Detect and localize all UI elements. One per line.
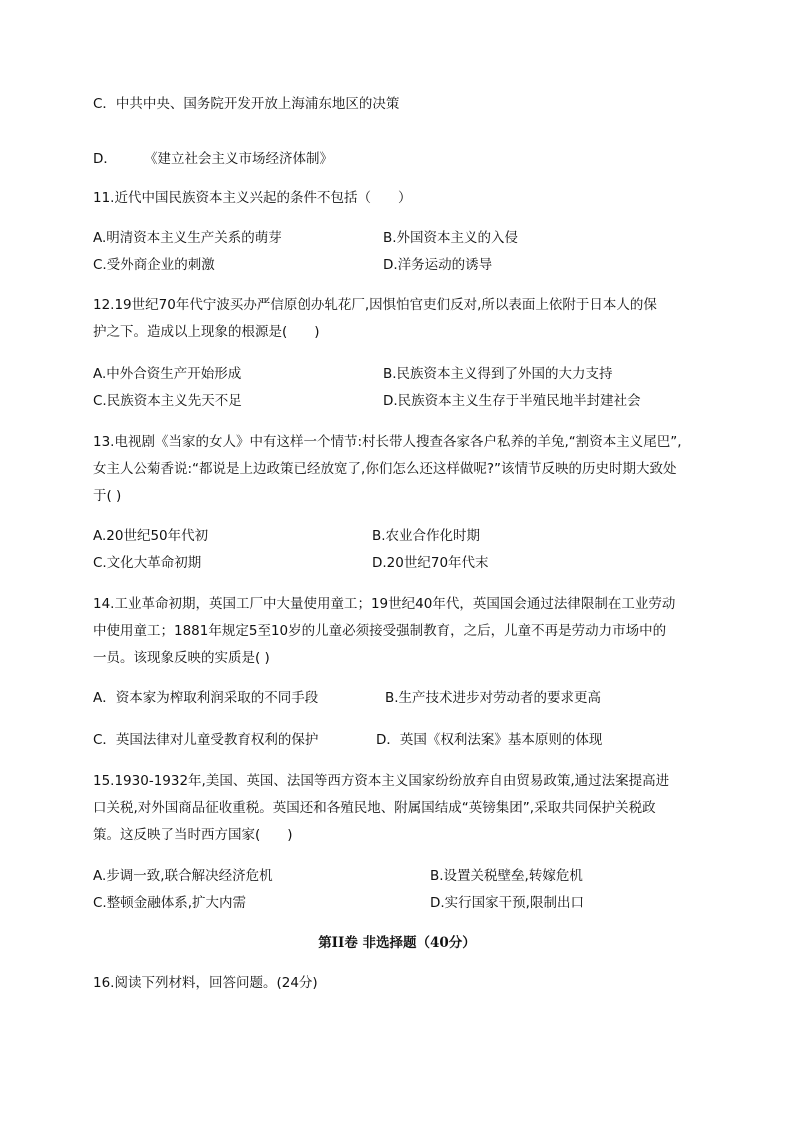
- q15-option-b: B.设置关税壁垒,转嫁危机: [430, 868, 583, 884]
- q13-stem-line1: 13.电视剧《当家的女人》中有这样一个情节:村长带人搜查各家各户私养的羊兔,“割资本主义尾巴”,: [93, 434, 682, 450]
- q15-option-c: C.整顿金融体系,扩大内需: [93, 895, 247, 911]
- q13-option-d: D.20世纪70年代末: [372, 555, 489, 571]
- q15-stem-line3: 策。这反映了当时西方国家( ): [93, 827, 293, 843]
- section-2-title: 第II卷 非选择题（40分）: [318, 935, 476, 951]
- q14-option-a: A．资本家为榨取利润采取的不同手段: [93, 690, 319, 706]
- q12-option-c: C.民族资本主义先天不足: [93, 393, 242, 409]
- q13-stem-line3: 于( ): [93, 488, 122, 504]
- q15-stem-line2: 口关税,对外国商品征收重税。英国还和各殖民地、附属国结成“英镑集团”,采取共同保护关税政: [93, 800, 656, 816]
- q15-option-a: A.步调一致,联合解决经济危机: [93, 868, 273, 884]
- q10-option-d-label: D．: [93, 151, 117, 167]
- q11-option-a: A.明清资本主义生产关系的萌芽: [93, 230, 282, 246]
- q14-stem-line3: 一员。该现象反映的实质是( ): [93, 650, 270, 666]
- q12-option-d: D.民族资本主义生存于半殖民地半封建社会: [383, 393, 641, 409]
- q13-stem-line2: 女主人公菊香说:“都说是上边政策已经放宽了,你们怎么还这样做呢?”该情节反映的历史时期大致处: [93, 461, 677, 477]
- q12-option-b: B.民族资本主义得到了外国的大力支持: [383, 366, 613, 382]
- q15-stem-line1: 15.1930-1932年,美国、英国、法国等西方资本主义国家纷纷放弃自由贸易政策,通过法案提高进: [93, 773, 670, 789]
- q14-stem-line1: 14.工业革命初期，英国工厂中大量使用童工；19世纪40年代，英国国会通过法律限制在工业劳动: [93, 596, 676, 612]
- q11-stem: 11.近代中国民族资本主义兴起的条件不包括（ ）: [93, 190, 412, 206]
- q13-option-a: A.20世纪50年代初: [93, 528, 209, 544]
- q14-option-d: D．英国《权利法案》基本原则的体现: [376, 732, 603, 748]
- q13-option-b: B.农业合作化时期: [372, 528, 481, 544]
- q16-stem: 16.阅读下列材料，回答问题。(24分): [93, 975, 318, 991]
- q10-option-c: C．中共中央、国务院开发开放上海浦东地区的决策: [93, 96, 400, 112]
- q11-option-c: C.受外商企业的刺激: [93, 257, 215, 273]
- q15-option-d: D.实行国家干预,限制出口: [430, 895, 584, 911]
- q14-stem-line2: 中使用童工；1881年规定5至10岁的儿童必须接受强制教育，之后，儿童不再是劳动力市场中的: [93, 623, 667, 639]
- q10-option-d-text: 《建立社会主义市场经济体制》: [144, 151, 333, 167]
- q11-option-b: B.外国资本主义的入侵: [383, 230, 519, 246]
- q12-stem-line2: 护之下。造成以上现象的根源是( ): [93, 324, 320, 340]
- q11-option-d: D.洋务运动的诱导: [383, 257, 493, 273]
- q12-stem-line1: 12.19世纪70年代宁波买办严信原创办轧花厂,因惧怕官吏们反对,所以表面上依附于日本人的保: [93, 297, 657, 313]
- q14-option-c: C．英国法律对儿童受教育权利的保护: [93, 732, 319, 748]
- q14-option-b: B.生产技术进步对劳动者的要求更高: [385, 690, 602, 706]
- q13-option-c: C.文化大革命初期: [93, 555, 202, 571]
- q12-option-a: A.中外合资生产开始形成: [93, 366, 242, 382]
